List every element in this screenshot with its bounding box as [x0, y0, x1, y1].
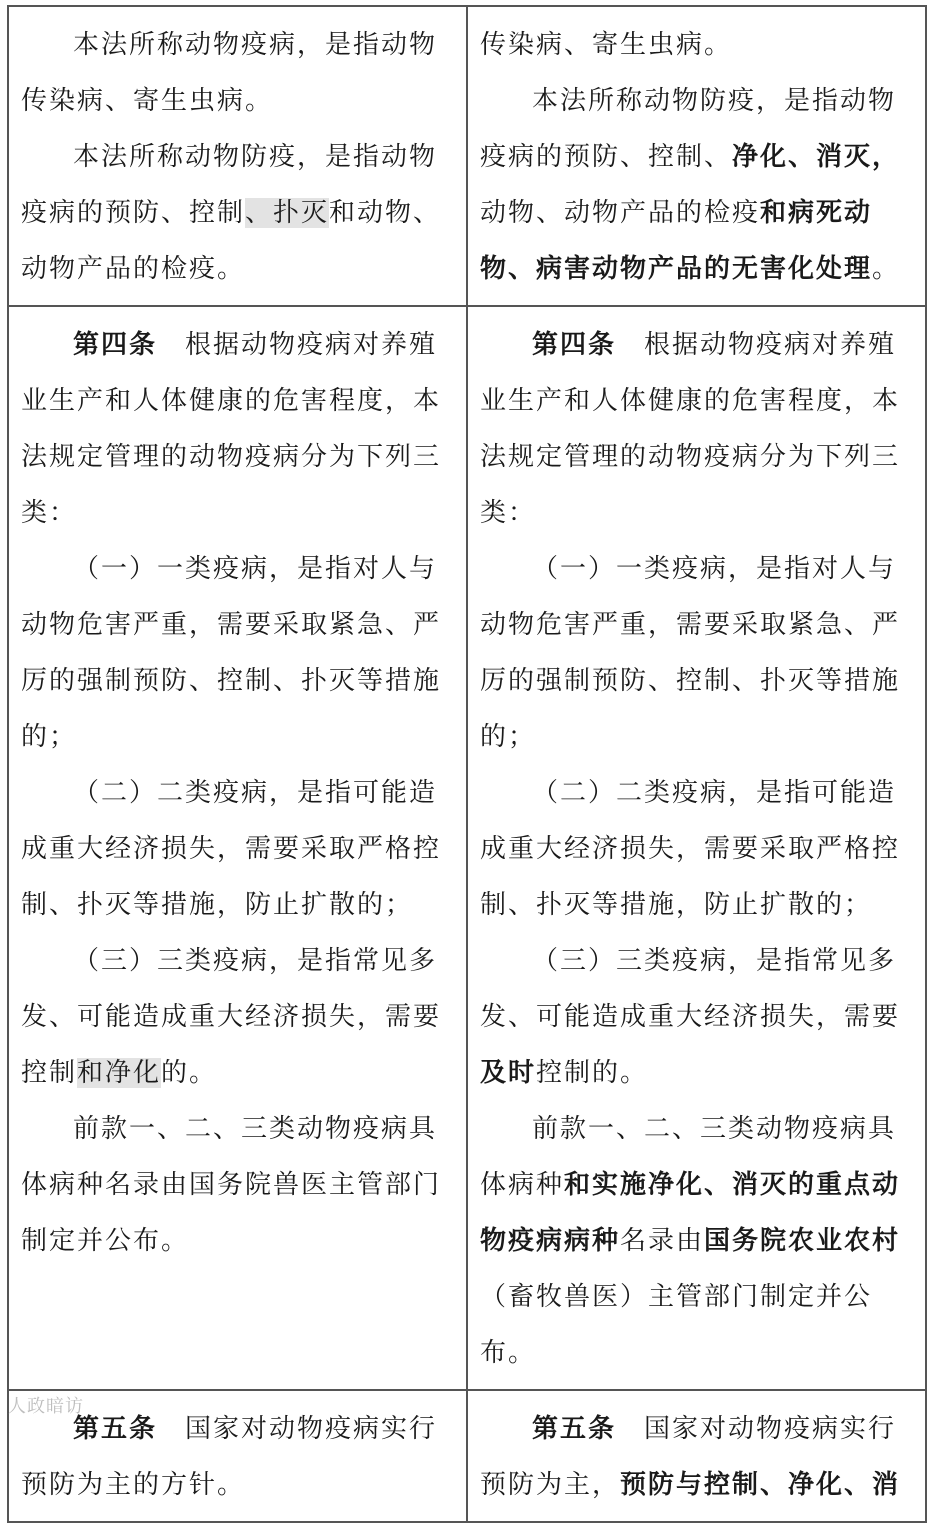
text: 本法所称动物防疫，是指动物疫病的预防、控制、: [480, 86, 897, 172]
text: 根据动物疫病对养殖业生产和人体健康的危害程度，本法规定管理的动物疫病分为下列三类：: [480, 330, 901, 528]
table-row: [8, 306, 926, 1390]
watermark: 人政暗访: [8, 1396, 84, 1417]
text: 根据动物疫病对养殖业生产和人体健康的危害程度，本法规定管理的动物疫病分为下列三类：: [21, 330, 442, 528]
text: （二）二类疫病，是指可能造成重大经济损失，需要采取严格控制、扑灭等措施，防止扩散的；: [21, 778, 442, 920]
highlighted-text: 、扑灭: [245, 198, 330, 228]
text: （畜牧兽医）主管部门制定并公布。: [480, 1282, 873, 1368]
paragraph: [21, 17, 456, 129]
text: （二）二类疫病，是指可能造成重大经济损失，需要采取严格控制、扑灭等措施，防止扩散的；: [480, 778, 901, 920]
paragraph: [480, 541, 915, 765]
paragraph: [480, 1101, 915, 1381]
text: 本法所称动物防疫，是指动物疫病的预防、控制: [21, 142, 438, 228]
text: 的。: [161, 1058, 218, 1088]
paragraph: [480, 317, 915, 541]
new-text-cell: [467, 6, 926, 306]
bold-text: 第四条: [532, 330, 617, 360]
paragraph: [21, 1101, 456, 1269]
text: （三）三类疫病，是指常见多发、可能造成重大经济损失，需要: [480, 946, 901, 1032]
text: 国家对动物疫病实行预防为主的方针。: [21, 1414, 438, 1500]
text: 传染病、寄生虫病。: [480, 30, 733, 60]
text: （一）一类疫病，是指对人与动物危害严重，需要采取紧急、严厉的强制预防、控制、扑灭等措施的；: [480, 554, 901, 752]
text: 动物、动物产品的检疫: [480, 198, 761, 228]
text: （一）一类疫病，是指对人与动物危害严重，需要采取紧急、严厉的强制预防、控制、扑灭等措施的；: [21, 554, 442, 752]
paragraph: [21, 317, 456, 541]
bold-text: 第四条: [73, 330, 158, 360]
paragraph: [21, 129, 456, 297]
comparison-table: [7, 5, 927, 1523]
bold-text: 国务院农业农村: [704, 1226, 901, 1256]
new-text-cell: [467, 1390, 926, 1522]
bold-text: 第五条: [532, 1414, 617, 1444]
bold-text: 预防与控制、净化、消: [620, 1470, 901, 1500]
table-row: [8, 6, 926, 306]
text: 名录由: [620, 1226, 705, 1256]
bold-text: 和病死动物、病害动物产品的无害化处理: [480, 198, 873, 284]
text: 和动物、动物产品的检疫。: [21, 198, 442, 284]
text: （三）三类疫病，是指常见多发、可能造成重大经济损失，需要控制: [21, 946, 442, 1088]
text: 。: [872, 254, 901, 284]
old-text-cell: [8, 6, 467, 306]
bold-text: 净化、消灭，: [732, 142, 901, 172]
paragraph: [480, 933, 915, 1101]
new-text-cell: [467, 306, 926, 1390]
paragraph: [480, 73, 915, 297]
text: 控制的。: [536, 1058, 649, 1088]
old-text-cell: [8, 306, 467, 1390]
text: 前款一、二、三类动物疫病具体病种名录由国务院兽医主管部门制定并公布。: [21, 1114, 442, 1256]
text: 本法所称动物疫病，是指动物传染病、寄生虫病。: [21, 30, 438, 116]
text: 前款一、二、三类动物疫病具体病种: [480, 1114, 897, 1200]
paragraph: [480, 765, 915, 933]
highlighted-text: 和净化: [77, 1058, 162, 1088]
paragraph: [21, 933, 456, 1101]
paragraph: [21, 765, 456, 933]
text: 国家对动物疫病实行预防为主，: [480, 1414, 897, 1500]
bold-text: 和实施净化、消灭的重点动物疫病病种: [480, 1170, 901, 1256]
paragraph: [21, 541, 456, 765]
paragraph: [21, 1401, 456, 1513]
bold-text: 及时: [480, 1058, 537, 1088]
paragraph: [480, 1401, 915, 1513]
table-row: [8, 1390, 926, 1522]
bold-text: 第五条: [73, 1414, 158, 1444]
comparison-table-body: [8, 6, 926, 1522]
paragraph: [480, 17, 915, 73]
